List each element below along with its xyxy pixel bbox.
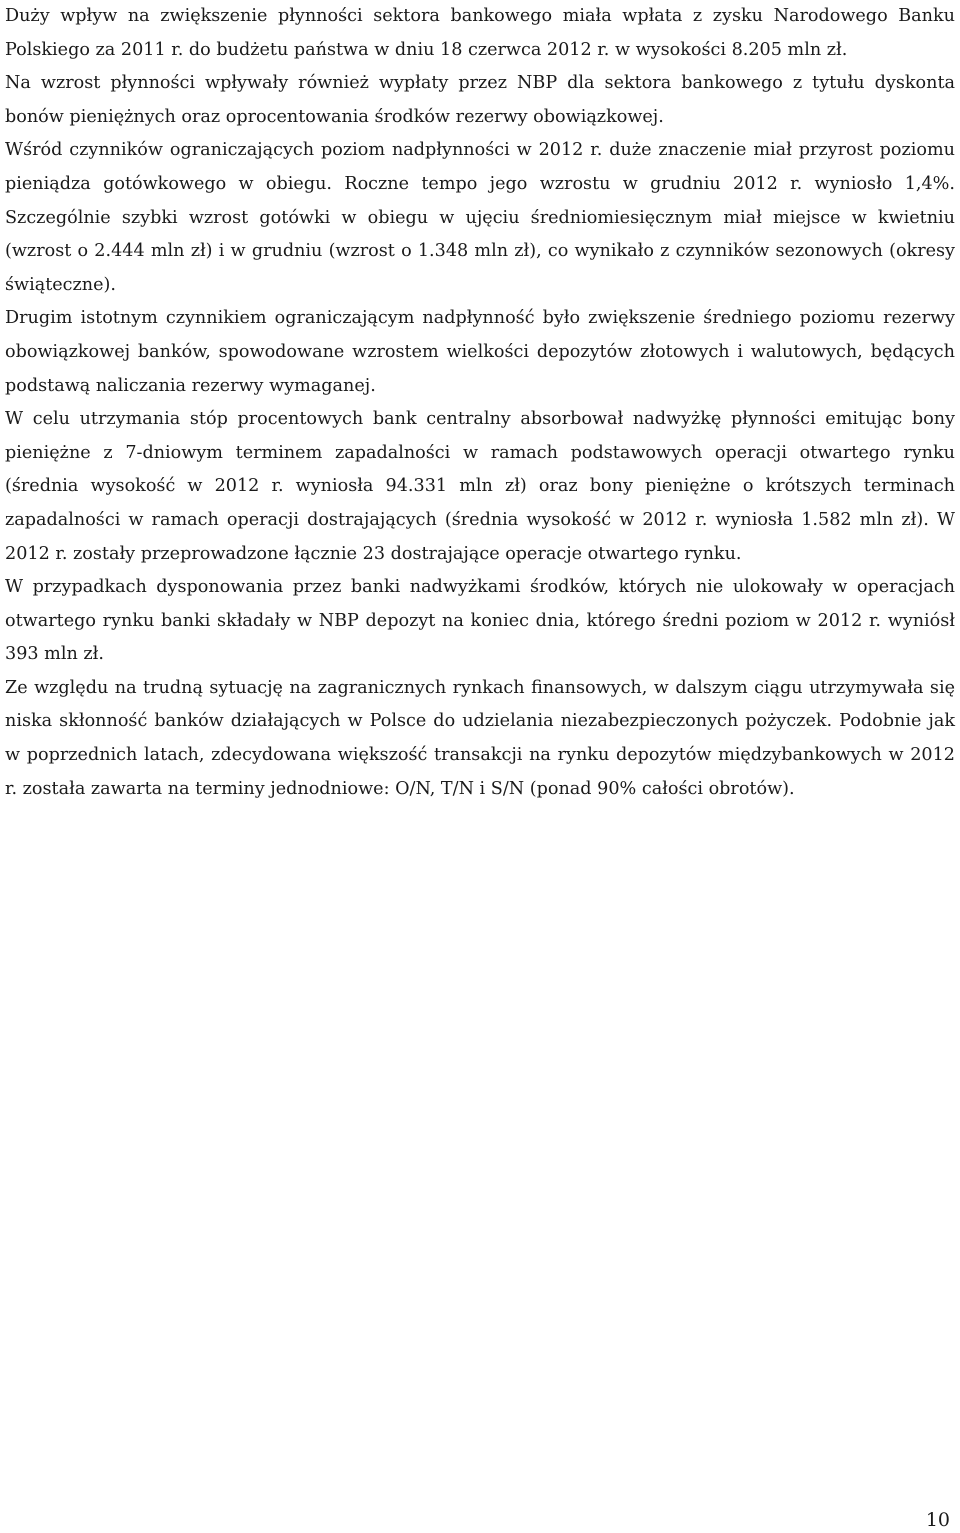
paragraph-interbank-market: Ze względu na trudną sytuację na zagranicznych rynkach finansowych, w dalszym ciągu utrzymywała się niska skłonność banków działających w Polsce do udzielania niezabezpieczonych pożyczek. Podobnie jak w poprzednich latach, zdecydowana większość transakcji na rynku depozytów międzybankowych w 2012 r. została zawarta na terminy jednodniowe: O/N, T/N i S/N (ponad 90% całości obrotów). <box>5 677 955 799</box>
paragraph-reserve-requirement: Drugim istotnym czynnikiem ograniczającym nadpłynność było zwiększenie średniego poziomu rezerwy obowiązkowej banków, spowodowane wzrostem wielkości depozytów złotowych i walutowych, będących podstawą naliczania rezerwy wymaganej. <box>5 308 955 396</box>
document-body <box>5 0 955 806</box>
paragraph-nbp-profit-transfer: Duży wpływ na zwiększenie płynności sektora bankowego miała wpłata z zysku Narodowego Banku Polskiego za 2011 r. do budżetu państwa w dniu 18 czerwca 2012 r. w wysokości 8.205 mln zł. <box>5 6 955 60</box>
paragraph-nbp-payments: Na wzrost płynności wpływały również wypłaty przez NBP dla sektora bankowego z tytułu dyskonta bonów pieniężnych oraz oprocentowania środków rezerwy obowiązkowej. <box>5 73 955 127</box>
paragraph-cash-in-circulation: Wśród czynników ograniczających poziom nadpłynności w 2012 r. duże znaczenie miał przyrost poziomu pieniądza gotówkowego w obiegu. Roczne tempo jego wzrostu w grudniu 2012 r. wyniosło 1,4%. Szczególnie szybki wzrost gotówki w obiegu w ujęciu średniomiesięcznym miał miejsce w kwietniu (wzrost o 2.444 mln zł) i w grudniu (wzrost o 1.348 mln zł), co wynikało z czynników sezonowych (okresy świąteczne). <box>5 140 955 295</box>
paragraph-money-bills: W celu utrzymania stóp procentowych bank centralny absorbował nadwyżkę płynności emitując bony pieniężne z 7-dniowym terminem zapadalności w ramach podstawowych operacji otwartego rynku (średnia wysokość w 2012 r. wyniosła 94.331 mln zł) oraz bony pieniężne o krótszych terminach zapadalności w ramach operacji dostrajających (średnia wysokość w 2012 r. wyniosła 1.582 mln zł). W 2012 r. zostały przeprowadzone łącznie 23 dostrajające operacje otwartego rynku. <box>5 409 955 564</box>
page-number: 10 <box>925 1509 950 1531</box>
paragraph-overnight-deposit: W przypadkach dysponowania przez banki nadwyżkami środków, których nie ulokowały w operacjach otwartego rynku banki składały w NBP depozyt na koniec dnia, którego średni poziom w 2012 r. wyniósł 393 mln zł. <box>5 577 955 665</box>
